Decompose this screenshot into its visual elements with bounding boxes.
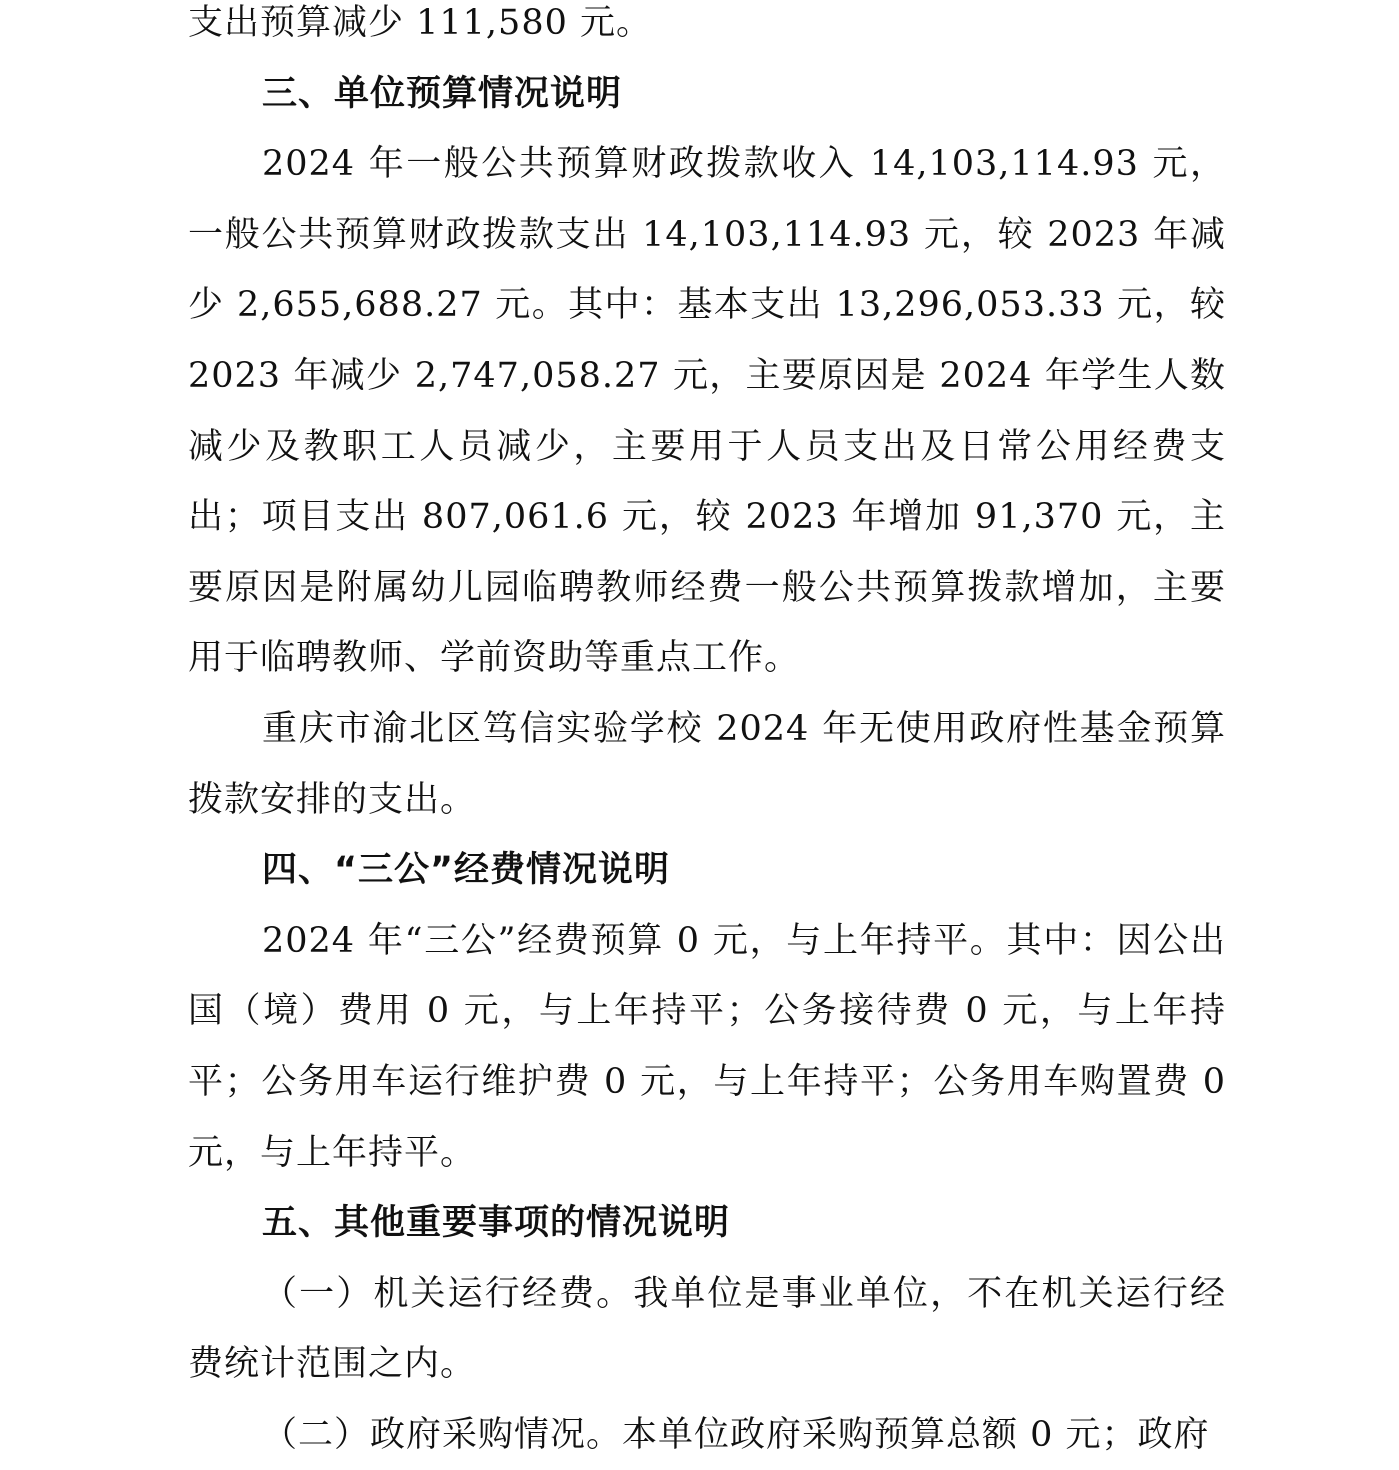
- section-heading-3: 三、单位预算情况说明: [262, 73, 623, 114]
- paragraph-continuation: 支出预算减少 111,580 元。: [188, 3, 652, 43]
- paragraph-three-public-expenses: 2024 年“三公”经费预算 0 元，与上年持平。其中：因公出国（境）费用 0 元，与上年持平；公务接待费 0 元，与上年持平；公务用车运行维护费 0 元，与上年持平；公务用车购置费 0 元，与上年持平。: [188, 920, 1226, 1173]
- document-body: [188, 0, 1226, 1470]
- section-heading-4: 四、“三公”经费情况说明: [262, 850, 671, 891]
- section-heading-5: 五、其他重要事项的情况说明: [262, 1203, 731, 1244]
- paragraph-government-fund: 重庆市渝北区笃信实验学校 2024 年无使用政府性基金预算拨款安排的支出。: [188, 708, 1226, 820]
- paragraph-procurement: （二）政府采购情况。本单位政府采购预算总额 0 元；政府: [262, 1414, 1210, 1455]
- paragraph-operating-expenses: （一）机关运行经费。我单位是事业单位，不在机关运行经费统计范围之内。: [188, 1273, 1226, 1385]
- paragraph-budget-summary: 2024 年一般公共预算财政拨款收入 14,103,114.93 元，一般公共预算财政拨款支出 14,103,114.93 元，较 2023 年减少 2,655,688.27 元。其中：基本支出 13,296,053.33 元，较 2023 年减少 2,747,058.27 元，主要原因是 2024 年学生人数减少及教职工人员减少，主要用于人员支出及日常公用经费支出；项目支出 807,061.6 元，较 2023 年增加 91,370 元，主要原因是附属幼儿园临聘教师经费一般公共预算拨款增加，主要用于临聘教师、学前资助等重点工作。: [188, 144, 1226, 679]
